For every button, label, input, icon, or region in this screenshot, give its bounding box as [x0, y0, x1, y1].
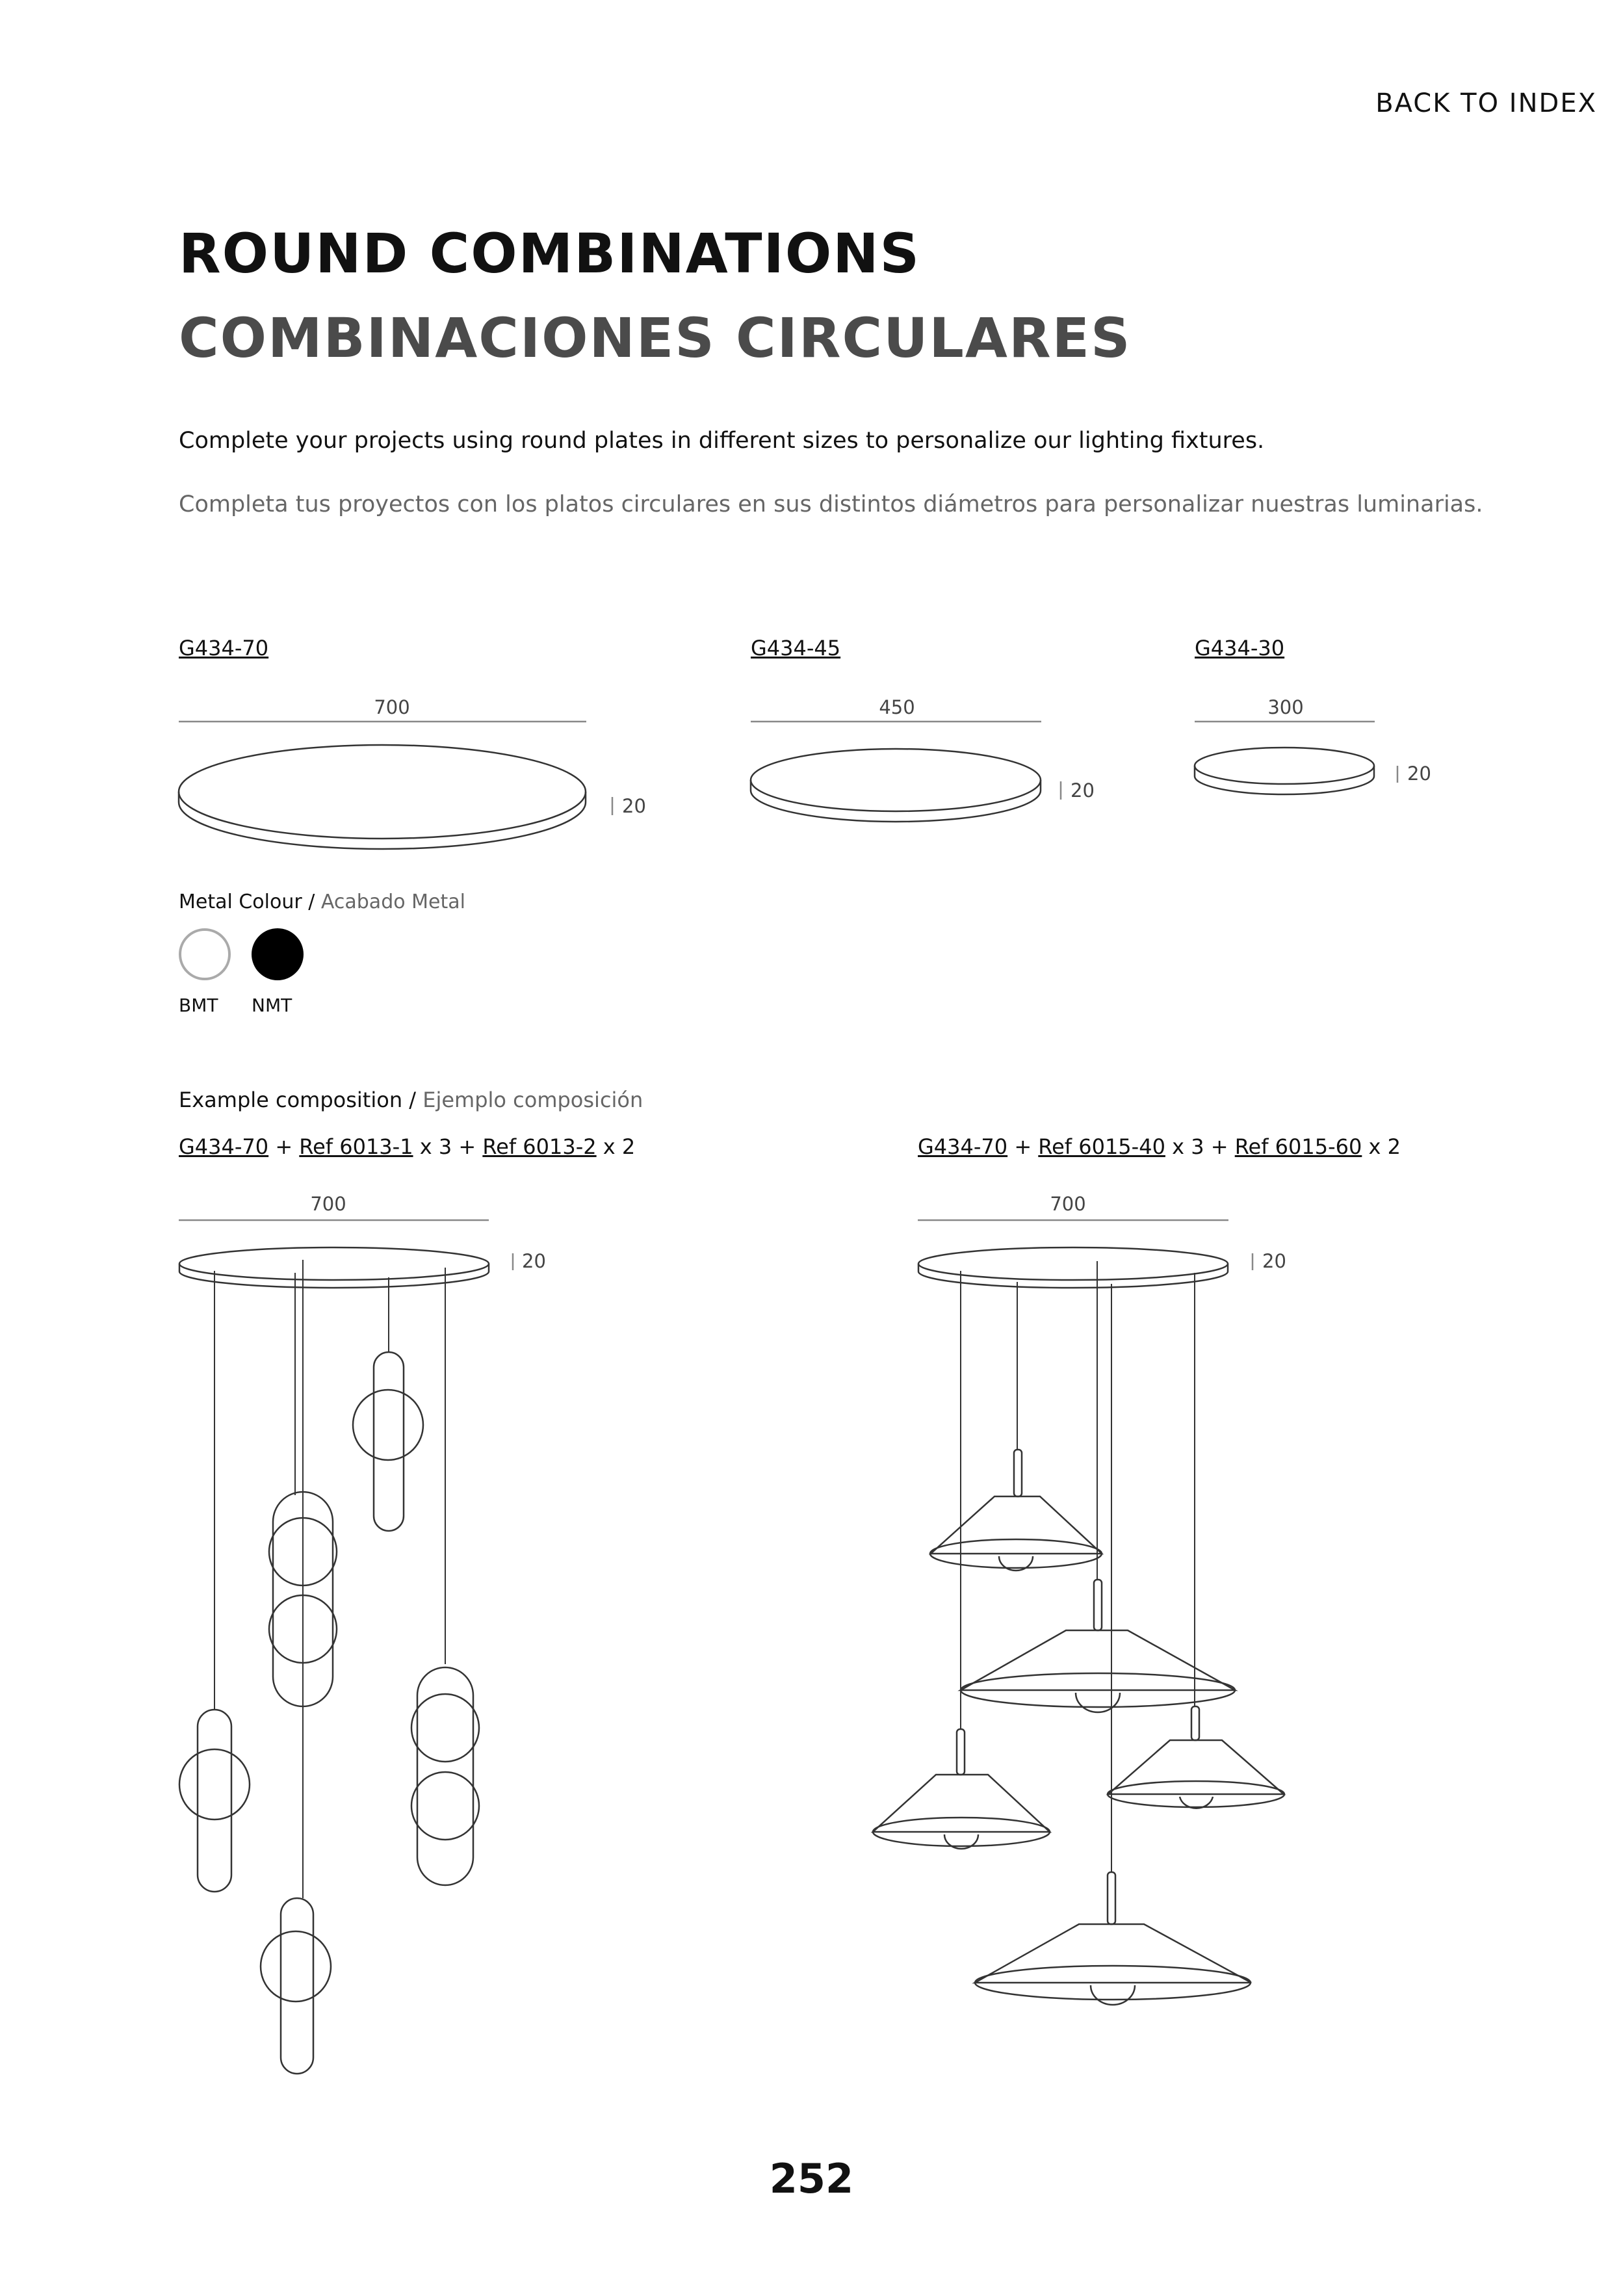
intro-text-en: Complete your projects using round plates in different sizes to personalize our lighting fixtures.: [179, 428, 1265, 454]
swatch-bmt[interactable]: [179, 928, 231, 980]
composition-1-qty1: x 3 +: [413, 1134, 483, 1159]
example-composition-label-es: Ejemplo composición: [422, 1088, 643, 1112]
plate-width-45: 450: [879, 696, 915, 718]
plate-code-70[interactable]: G434-70: [179, 636, 269, 660]
plate-height-70: 20: [622, 795, 646, 817]
swatch-nmt[interactable]: [252, 928, 304, 980]
composition-1-qty2: x 2: [596, 1134, 636, 1159]
composition-2-formula: [918, 1134, 1401, 1159]
swatch-bmt-label: BMT: [179, 995, 218, 1016]
composition-2-width: 700: [1050, 1193, 1086, 1215]
plate-drawing-30: [1195, 722, 1397, 794]
composition-1-ref1-link[interactable]: Ref 6013-1: [299, 1134, 413, 1159]
composition-1-ref2-link[interactable]: Ref 6013-2: [482, 1134, 597, 1159]
back-to-index-link[interactable]: BACK TO INDEX: [1375, 88, 1597, 118]
metal-colour-separator: /: [302, 891, 321, 913]
plate-width-70: 700: [374, 696, 410, 718]
plate-width-30: 300: [1267, 696, 1304, 718]
composition-2-plate-link[interactable]: G434-70: [918, 1134, 1008, 1159]
metal-colour-label: [179, 891, 465, 913]
composition-drawing-2: [873, 1220, 1284, 2005]
composition-1-height: 20: [522, 1250, 546, 1272]
composition-2-ref1-link[interactable]: Ref 6015-40: [1038, 1134, 1165, 1159]
example-composition-separator: /: [402, 1088, 423, 1112]
plate-height-45: 20: [1071, 779, 1095, 802]
composition-2-qty2: x 2: [1362, 1134, 1401, 1159]
page-title-es: COMBINACIONES CIRCULARES: [179, 306, 1132, 370]
composition-2-height: 20: [1262, 1250, 1286, 1272]
composition-2-ref2-link[interactable]: Ref 6015-60: [1234, 1134, 1362, 1159]
composition-1-plate-link[interactable]: G434-70: [179, 1134, 269, 1159]
metal-colour-label-es: Acabado Metal: [320, 891, 465, 913]
composition-1-width: 700: [310, 1193, 346, 1215]
metal-colour-label-en: Metal Colour: [179, 891, 302, 913]
composition-1-formula: [179, 1134, 635, 1159]
page-number: 252: [769, 2155, 854, 2202]
composition-2-plus: +: [1007, 1134, 1039, 1159]
composition-2-qty1: x 3 +: [1165, 1134, 1235, 1159]
example-composition-label-en: Example composition: [179, 1088, 403, 1112]
plate-height-30: 20: [1407, 763, 1431, 785]
intro-text-es: Completa tus proyectos con los platos circulares en sus distintos diámetros para personalizar nuestras luminarias.: [179, 491, 1483, 517]
swatch-nmt-label: NMT: [252, 995, 292, 1016]
example-composition-label: [179, 1088, 643, 1112]
composition-drawing-1: [179, 1220, 513, 2074]
page-title-en: ROUND COMBINATIONS: [179, 222, 921, 285]
plate-code-45[interactable]: G434-45: [751, 636, 841, 660]
plate-drawing-70: [179, 722, 612, 849]
composition-1-plus: +: [268, 1134, 300, 1159]
plate-code-30[interactable]: G434-30: [1195, 636, 1285, 660]
plate-drawing-45: [751, 722, 1061, 822]
